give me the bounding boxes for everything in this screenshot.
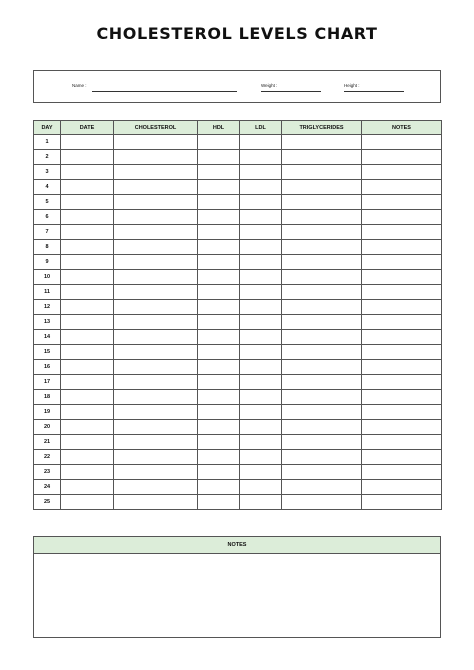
weight-field[interactable] — [261, 91, 321, 92]
triglycerides-cell[interactable] — [282, 300, 362, 315]
triglycerides-cell[interactable] — [282, 495, 362, 510]
date-cell[interactable] — [61, 135, 114, 150]
date-cell[interactable] — [61, 150, 114, 165]
cholesterol-cell[interactable] — [114, 420, 198, 435]
cholesterol-cell[interactable] — [114, 435, 198, 450]
date-cell[interactable] — [61, 300, 114, 315]
cholesterol-cell[interactable] — [114, 225, 198, 240]
cholesterol-cell[interactable] — [114, 165, 198, 180]
table-row — [34, 180, 442, 195]
ldl-cell[interactable] — [240, 495, 282, 510]
triglycerides-cell[interactable] — [282, 420, 362, 435]
table-row — [34, 390, 442, 405]
notes-cell[interactable] — [362, 135, 442, 150]
triglycerides-cell[interactable] — [282, 360, 362, 375]
cholesterol-cell[interactable] — [114, 210, 198, 225]
date-cell[interactable] — [61, 240, 114, 255]
ldl-cell[interactable] — [240, 465, 282, 480]
date-cell[interactable] — [61, 225, 114, 240]
notes-box — [33, 536, 441, 638]
cholesterol-cell[interactable] — [114, 180, 198, 195]
date-cell[interactable] — [61, 420, 114, 435]
page-title: CHOLESTEROL LEVELS CHART — [96, 24, 378, 43]
notes-cell[interactable] — [362, 255, 442, 270]
cholesterol-cell[interactable] — [114, 465, 198, 480]
triglycerides-cell[interactable] — [282, 180, 362, 195]
day-cell: 22 — [34, 450, 61, 465]
triglycerides-cell[interactable] — [282, 405, 362, 420]
cholesterol-log-table — [33, 120, 442, 510]
table-row — [34, 315, 442, 330]
day-cell: 24 — [34, 480, 61, 495]
triglycerides-cell[interactable] — [282, 375, 362, 390]
day-cell: 11 — [34, 285, 61, 300]
hdl-cell[interactable] — [198, 375, 240, 390]
day-cell: 5 — [34, 195, 61, 210]
cholesterol-cell[interactable] — [114, 285, 198, 300]
cholesterol-cell[interactable] — [114, 480, 198, 495]
table-row — [34, 405, 442, 420]
table-row — [34, 285, 442, 300]
date-cell[interactable] — [61, 390, 114, 405]
date-cell[interactable] — [61, 465, 114, 480]
table-row — [34, 495, 442, 510]
ldl-cell[interactable] — [240, 135, 282, 150]
day-cell: 16 — [34, 360, 61, 375]
cholesterol-cell[interactable] — [114, 390, 198, 405]
table-row — [34, 420, 442, 435]
hdl-cell[interactable] — [198, 345, 240, 360]
patient-info-box — [33, 70, 441, 103]
day-cell: 20 — [34, 420, 61, 435]
ldl-cell[interactable] — [240, 315, 282, 330]
notes-cell[interactable] — [362, 270, 442, 285]
notes-cell[interactable] — [362, 345, 442, 360]
column-header-ldl: LDL — [240, 121, 282, 135]
hdl-cell[interactable] — [198, 360, 240, 375]
column-header-triglycerides: TRIGLYCERIDES — [282, 121, 362, 135]
cholesterol-cell[interactable] — [114, 345, 198, 360]
date-cell[interactable] — [61, 480, 114, 495]
day-cell: 10 — [34, 270, 61, 285]
hdl-cell[interactable] — [198, 450, 240, 465]
triglycerides-cell[interactable] — [282, 390, 362, 405]
hdl-cell[interactable] — [198, 195, 240, 210]
table-row — [34, 375, 442, 390]
ldl-cell[interactable] — [240, 405, 282, 420]
cholesterol-cell[interactable] — [114, 255, 198, 270]
ldl-cell[interactable] — [240, 345, 282, 360]
triglycerides-cell[interactable] — [282, 285, 362, 300]
table-row — [34, 195, 442, 210]
hdl-cell[interactable] — [198, 210, 240, 225]
notes-cell[interactable] — [362, 420, 442, 435]
triglycerides-cell[interactable] — [282, 165, 362, 180]
day-cell: 3 — [34, 165, 61, 180]
notes-title: NOTES — [34, 537, 440, 554]
day-cell: 17 — [34, 375, 61, 390]
day-cell: 2 — [34, 150, 61, 165]
hdl-cell[interactable] — [198, 480, 240, 495]
hdl-cell[interactable] — [198, 495, 240, 510]
notes-cell[interactable] — [362, 375, 442, 390]
hdl-cell[interactable] — [198, 285, 240, 300]
column-header-notes: NOTES — [362, 121, 442, 135]
notes-cell[interactable] — [362, 315, 442, 330]
ldl-cell[interactable] — [240, 300, 282, 315]
notes-cell[interactable] — [362, 300, 442, 315]
triglycerides-cell[interactable] — [282, 330, 362, 345]
date-cell[interactable] — [61, 210, 114, 225]
notes-cell[interactable] — [362, 210, 442, 225]
cholesterol-cell[interactable] — [114, 330, 198, 345]
ldl-cell[interactable] — [240, 150, 282, 165]
triglycerides-cell[interactable] — [282, 315, 362, 330]
triglycerides-cell[interactable] — [282, 210, 362, 225]
ldl-cell[interactable] — [240, 375, 282, 390]
triglycerides-cell[interactable] — [282, 465, 362, 480]
cholesterol-cell[interactable] — [114, 150, 198, 165]
hdl-cell[interactable] — [198, 270, 240, 285]
date-cell[interactable] — [61, 285, 114, 300]
date-cell[interactable] — [61, 375, 114, 390]
ldl-cell[interactable] — [240, 420, 282, 435]
ldl-cell[interactable] — [240, 255, 282, 270]
notes-cell[interactable] — [362, 435, 442, 450]
ldl-cell[interactable] — [240, 210, 282, 225]
cholesterol-cell[interactable] — [114, 375, 198, 390]
table-row — [34, 480, 442, 495]
ldl-cell[interactable] — [240, 360, 282, 375]
cholesterol-cell[interactable] — [114, 195, 198, 210]
hdl-cell[interactable] — [198, 135, 240, 150]
table-row — [34, 360, 442, 375]
day-cell: 25 — [34, 495, 61, 510]
table-row — [34, 225, 442, 240]
table-row — [34, 330, 442, 345]
name-label: Name : — [72, 83, 87, 88]
hdl-cell[interactable] — [198, 225, 240, 240]
notes-cell[interactable] — [362, 405, 442, 420]
hdl-cell[interactable] — [198, 150, 240, 165]
triglycerides-cell[interactable] — [282, 435, 362, 450]
cholesterol-cell[interactable] — [114, 450, 198, 465]
notes-cell[interactable] — [362, 285, 442, 300]
table-row — [34, 150, 442, 165]
day-cell: 23 — [34, 465, 61, 480]
day-cell: 4 — [34, 180, 61, 195]
triglycerides-cell[interactable] — [282, 345, 362, 360]
day-cell: 21 — [34, 435, 61, 450]
date-cell[interactable] — [61, 360, 114, 375]
ldl-cell[interactable] — [240, 195, 282, 210]
cholesterol-cell[interactable] — [114, 135, 198, 150]
notes-cell[interactable] — [362, 450, 442, 465]
day-cell: 19 — [34, 405, 61, 420]
notes-cell[interactable] — [362, 495, 442, 510]
notes-cell[interactable] — [362, 390, 442, 405]
notes-cell[interactable] — [362, 240, 442, 255]
column-header-cholesterol: CHOLESTEROL — [114, 121, 198, 135]
cholesterol-cell[interactable] — [114, 300, 198, 315]
hdl-cell[interactable] — [198, 465, 240, 480]
date-cell[interactable] — [61, 450, 114, 465]
table-body — [34, 135, 442, 510]
hdl-cell[interactable] — [198, 240, 240, 255]
ldl-cell[interactable] — [240, 330, 282, 345]
triglycerides-cell[interactable] — [282, 150, 362, 165]
ldl-cell[interactable] — [240, 435, 282, 450]
table-row — [34, 255, 442, 270]
table-row — [34, 210, 442, 225]
table-row — [34, 465, 442, 480]
date-cell[interactable] — [61, 315, 114, 330]
day-cell: 13 — [34, 315, 61, 330]
notes-area[interactable] — [34, 554, 440, 638]
date-cell[interactable] — [61, 180, 114, 195]
hdl-cell[interactable] — [198, 420, 240, 435]
ldl-cell[interactable] — [240, 180, 282, 195]
ldl-cell[interactable] — [240, 480, 282, 495]
notes-cell[interactable] — [362, 330, 442, 345]
cholesterol-cell[interactable] — [114, 360, 198, 375]
name-field[interactable] — [92, 91, 237, 92]
day-cell: 6 — [34, 210, 61, 225]
notes-cell[interactable] — [362, 465, 442, 480]
hdl-cell[interactable] — [198, 435, 240, 450]
ldl-cell[interactable] — [240, 450, 282, 465]
date-cell[interactable] — [61, 495, 114, 510]
notes-cell[interactable] — [362, 360, 442, 375]
table-row — [34, 435, 442, 450]
hdl-cell[interactable] — [198, 405, 240, 420]
triglycerides-cell[interactable] — [282, 240, 362, 255]
table-row — [34, 270, 442, 285]
triglycerides-cell[interactable] — [282, 255, 362, 270]
day-cell: 9 — [34, 255, 61, 270]
day-cell: 8 — [34, 240, 61, 255]
triglycerides-cell[interactable] — [282, 480, 362, 495]
date-cell[interactable] — [61, 345, 114, 360]
triglycerides-cell[interactable] — [282, 225, 362, 240]
date-cell[interactable] — [61, 270, 114, 285]
date-cell[interactable] — [61, 165, 114, 180]
date-cell[interactable] — [61, 330, 114, 345]
date-cell[interactable] — [61, 255, 114, 270]
date-cell[interactable] — [61, 405, 114, 420]
ldl-cell[interactable] — [240, 285, 282, 300]
ldl-cell[interactable] — [240, 390, 282, 405]
ldl-cell[interactable] — [240, 165, 282, 180]
hdl-cell[interactable] — [198, 165, 240, 180]
notes-cell[interactable] — [362, 225, 442, 240]
ldl-cell[interactable] — [240, 240, 282, 255]
triglycerides-cell[interactable] — [282, 135, 362, 150]
notes-cell[interactable] — [362, 480, 442, 495]
ldl-cell[interactable] — [240, 225, 282, 240]
day-cell: 1 — [34, 135, 61, 150]
day-cell: 7 — [34, 225, 61, 240]
day-cell: 18 — [34, 390, 61, 405]
table-row — [34, 300, 442, 315]
table-row — [34, 240, 442, 255]
hdl-cell[interactable] — [198, 255, 240, 270]
cholesterol-cell[interactable] — [114, 270, 198, 285]
cholesterol-cell[interactable] — [114, 495, 198, 510]
notes-cell[interactable] — [362, 195, 442, 210]
weight-label: Weight : — [261, 83, 278, 88]
hdl-cell[interactable] — [198, 315, 240, 330]
notes-cell[interactable] — [362, 165, 442, 180]
table-row — [34, 345, 442, 360]
table-row — [34, 135, 442, 150]
cholesterol-cell[interactable] — [114, 405, 198, 420]
ldl-cell[interactable] — [240, 270, 282, 285]
day-cell: 12 — [34, 300, 61, 315]
triglycerides-cell[interactable] — [282, 450, 362, 465]
cholesterol-cell[interactable] — [114, 315, 198, 330]
cholesterol-cell[interactable] — [114, 240, 198, 255]
triglycerides-cell[interactable] — [282, 195, 362, 210]
hdl-cell[interactable] — [198, 180, 240, 195]
column-header-date: DATE — [61, 121, 114, 135]
column-header-day: DAY — [34, 121, 61, 135]
notes-cell[interactable] — [362, 180, 442, 195]
day-cell: 14 — [34, 330, 61, 345]
day-cell: 15 — [34, 345, 61, 360]
notes-cell[interactable] — [362, 150, 442, 165]
date-cell[interactable] — [61, 195, 114, 210]
table-row — [34, 165, 442, 180]
hdl-cell[interactable] — [198, 300, 240, 315]
height-label: Height : — [344, 83, 360, 88]
hdl-cell[interactable] — [198, 330, 240, 345]
hdl-cell[interactable] — [198, 390, 240, 405]
column-header-hdl: HDL — [198, 121, 240, 135]
table-row — [34, 450, 442, 465]
height-field[interactable] — [344, 91, 404, 92]
date-cell[interactable] — [61, 435, 114, 450]
triglycerides-cell[interactable] — [282, 270, 362, 285]
table-header-row — [34, 121, 442, 135]
